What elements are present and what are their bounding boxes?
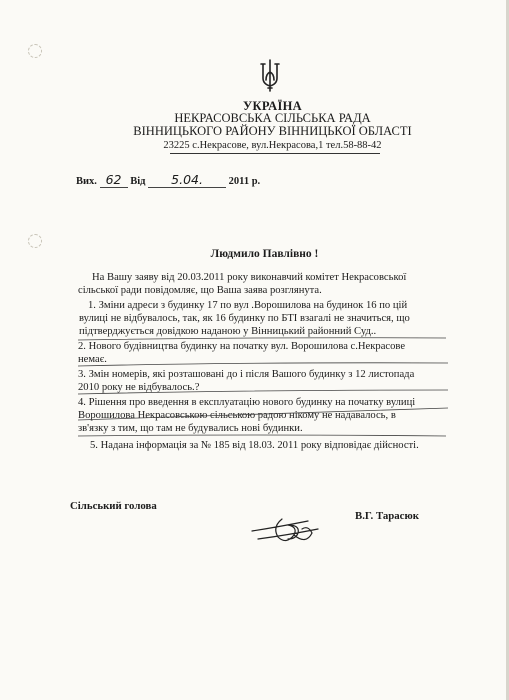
outgoing-date: 5.04. xyxy=(148,172,226,188)
body-line: зв'язку з тим, що там не будувались нові будинки. xyxy=(78,423,303,434)
body-line: 3. Змін номерів, які розташовані до і після Вашого будинку з 12 листопада xyxy=(78,369,415,380)
body-line: Ворошилова Некрасовською сільською радою нікому не надавалось, в xyxy=(78,410,396,421)
body-line: 4. Рішення про введення в експлуатацію нового будинку на початку вулиці xyxy=(78,397,416,408)
outgoing-prefix: Вих. xyxy=(76,176,97,187)
body-line: вулиці не відбувалось, так, як 16 будинку по БТІ взагалі не значиться, що xyxy=(79,313,410,324)
body-line: 5. Надана інформація за № 185 від 18.03. 2011 року відповідає дійсності. xyxy=(90,440,419,451)
council-address: 23225 с.Некрасове, вул.Некрасова,1 тел.58-88-42 xyxy=(163,140,382,151)
outgoing-number: 62 xyxy=(100,172,128,188)
salutation: Людмило Павлівно ! xyxy=(210,248,319,260)
handwritten-signature xyxy=(248,505,358,550)
body-line: 2010 року не відбувалось.? xyxy=(78,382,200,393)
body-line: 1. Зміни адреси з будинку 17 по вул .Ворошилова на будинок 16 по цій xyxy=(88,300,408,311)
signatory-name: В.Г. Тарасюк xyxy=(355,510,419,522)
body-line: 2. Нового будівництва будинку на початку вул. Ворошилова с.Некрасове xyxy=(78,341,406,352)
trident-emblem-icon xyxy=(258,58,282,92)
header-divider xyxy=(170,153,380,154)
date-label: Від xyxy=(130,176,146,187)
punch-hole-mark xyxy=(28,44,42,58)
body-line: На Вашу заяву від 20.03.2011 року виконавчий комітет Некрасовської xyxy=(92,272,407,283)
district-name: ВІННИЦЬКОГО РАЙОНУ ВІННИЦЬКОЇ ОБЛАСТІ xyxy=(133,124,412,138)
body-line: сільської ради повідомляє, що Ваша заява розглянута. xyxy=(78,285,322,296)
body-line: підтверджується довідкою наданою у Вінницький районний Суд.. xyxy=(79,326,377,337)
country-name: УКРАЇНА xyxy=(242,99,302,113)
outgoing-reference xyxy=(76,172,260,188)
signatory-title: Сільський голова xyxy=(70,500,157,512)
council-name: НЕКРАСОВСЬКА СІЛЬСЬКА РАДА xyxy=(174,111,371,125)
body-line: немає. xyxy=(78,354,107,365)
punch-hole-mark xyxy=(28,234,42,248)
outgoing-year: 2011 р. xyxy=(228,176,261,187)
